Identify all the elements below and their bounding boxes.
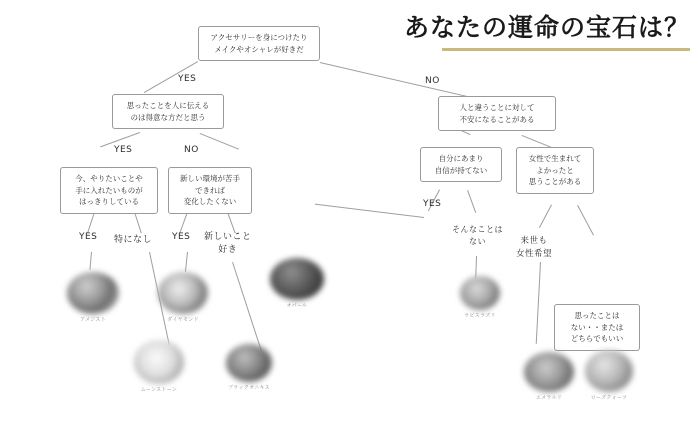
- connector-q4-yes: [180, 212, 188, 233]
- branch-label-no-q2: NO: [184, 145, 199, 155]
- q2-line1: 思ったことを人に伝える: [126, 101, 210, 110]
- q2-line2: のは得意な方だと思う: [130, 112, 206, 122]
- connector-new-to-gem: [232, 262, 262, 353]
- result-gem-lapis-lazuli[interactable]: [452, 276, 508, 319]
- q3-line2: 手に入れたいものが: [75, 185, 143, 195]
- q5-line2: 不安になることがある: [459, 114, 535, 124]
- gem-caption: アメジスト: [79, 317, 107, 323]
- branch-label-raise-line1: 来世も: [520, 236, 548, 246]
- branch-label-sonnakoto-line1: そんなことは: [452, 225, 503, 234]
- question-box-q4[interactable]: [168, 167, 252, 214]
- connector-q3-none: [134, 212, 142, 233]
- branch-label-yes-root: YES: [178, 74, 197, 84]
- connector-raise-to-gem: [536, 262, 541, 344]
- page-title-text: あなたの運命の宝石は？: [403, 13, 690, 42]
- q8-line3: どちらでもいい: [570, 334, 624, 344]
- q7-line2: よかったと: [536, 165, 574, 175]
- result-gem-black-onyx[interactable]: [218, 344, 280, 391]
- branch-label-sonnakoto: [452, 224, 503, 248]
- q4-line3: 変化したくない: [183, 197, 237, 207]
- question-box-q3[interactable]: [60, 167, 158, 214]
- q6-line2: 自信が持てない: [434, 165, 488, 175]
- gem-caption: ムーンストーン: [140, 387, 178, 393]
- gem-caption: オパール: [286, 303, 308, 309]
- branch-label-atarashii: [204, 231, 252, 257]
- gem-image-moonstone: [134, 340, 184, 384]
- branch-label-no-root: NO: [425, 76, 440, 86]
- gem-caption: ラピスラズリ: [464, 313, 496, 319]
- stone-shape: [524, 352, 574, 392]
- result-gem-emerald[interactable]: [518, 352, 580, 401]
- question-box-q6[interactable]: [420, 147, 502, 182]
- q3-line3: はっきりしている: [79, 197, 139, 207]
- question-box-q7[interactable]: [516, 147, 594, 194]
- connector-q7-right: [577, 205, 594, 235]
- q5-line1: 人と違うことに対して: [459, 103, 535, 112]
- q4-line1: 新しい環境が苦手: [180, 174, 240, 183]
- branch-label-yes-q2: YES: [114, 145, 133, 155]
- gem-image-opal: [270, 258, 324, 300]
- result-gem-moonstone[interactable]: [128, 340, 190, 393]
- result-gem-opal[interactable]: [266, 258, 328, 309]
- connector-q4-new: [227, 212, 235, 233]
- question-box-q5[interactable]: [438, 96, 556, 131]
- page-title: [404, 8, 690, 51]
- connector-sonna-to-gem: [475, 256, 477, 278]
- stone-shape: [226, 344, 272, 382]
- question-box-q2[interactable]: [112, 94, 224, 129]
- question-box-q8[interactable]: [554, 304, 640, 351]
- title-underline: [442, 48, 690, 51]
- q1-line2: メイクやオシャレが好きだ: [214, 44, 304, 54]
- q3-line1: 今、やりたいことや: [75, 174, 143, 183]
- gem-caption: ローズクォーツ: [590, 395, 628, 401]
- connector-yes2-to-gem: [185, 252, 188, 272]
- branch-label-raise-line2: 女性希望: [516, 248, 553, 259]
- stone-shape: [460, 276, 500, 310]
- gem-image-amethyst: [67, 272, 119, 314]
- gem-caption: ブラックオニキス: [227, 385, 270, 391]
- result-gem-rose-quartz[interactable]: [578, 350, 640, 401]
- branch-label-yes-q4: YES: [172, 232, 191, 242]
- stone-shape: [270, 258, 324, 300]
- connector-q3-yes: [87, 212, 95, 233]
- gem-caption: エメラルド: [535, 395, 563, 401]
- stone-shape: [585, 350, 633, 392]
- branch-label-atarashii-line1: 新しいこと: [204, 232, 252, 242]
- gem-caption: ダイヤモンド: [167, 317, 199, 323]
- question-box-q1[interactable]: [198, 26, 320, 61]
- branch-label-yes-q6: YES: [423, 199, 442, 209]
- gem-image-rose-quartz: [585, 350, 633, 392]
- q8-line2: ない・・または: [570, 322, 624, 332]
- branch-label-yes-q3: YES: [79, 232, 98, 242]
- gem-image-black-onyx: [226, 344, 272, 382]
- gem-image-lapis-lazuli: [460, 276, 500, 310]
- q4-line2: できれば: [195, 185, 225, 195]
- branch-label-sonnakoto-line2: ない: [469, 237, 486, 246]
- stone-shape: [158, 272, 208, 314]
- q7-line3: 思うことがある: [528, 177, 582, 187]
- connector-q7-left: [539, 205, 552, 228]
- branch-label-raise: [516, 235, 552, 261]
- q1-line1: アクセサリーを身につけたり: [210, 33, 308, 42]
- branch-label-atarashii-line2: 好き: [218, 245, 238, 256]
- gem-image-emerald: [524, 352, 574, 392]
- stone-shape: [67, 272, 119, 314]
- connector-q6-no: [467, 190, 476, 213]
- connector-q5-right: [522, 135, 552, 148]
- q6-line1: 自分にあまり: [438, 154, 484, 163]
- q7-line1: 女性で生まれて: [528, 154, 582, 163]
- stone-shape: [134, 340, 184, 384]
- connector-yes-to-amethyst: [89, 252, 92, 270]
- gem-image-diamond: [158, 272, 208, 314]
- branch-label-tokuninashi: 特になし: [114, 235, 153, 245]
- result-gem-amethyst[interactable]: [62, 272, 124, 323]
- connector-q2-no: [200, 133, 239, 150]
- connector-yes-to-opal: [315, 204, 424, 218]
- q8-line1: 思ったことは: [574, 311, 620, 320]
- result-gem-diamond[interactable]: [152, 272, 214, 323]
